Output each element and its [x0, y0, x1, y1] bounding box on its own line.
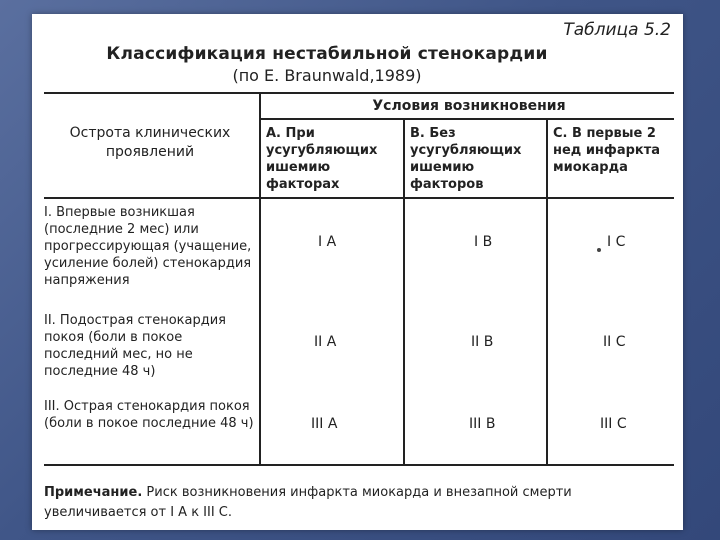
row-3-col-a: III A — [311, 416, 338, 432]
row-1-col-b: I B — [474, 234, 493, 250]
table-number: Таблица 5.2 — [563, 20, 671, 40]
ink-dot — [597, 248, 601, 252]
row-1-col-c: I C — [607, 234, 626, 250]
col-divider-ab — [403, 118, 405, 465]
header-conditions: Условия возникновения — [372, 98, 566, 114]
table-title: Классификация нестабильной стенокардии — [106, 44, 548, 64]
row-3-col-b: III B — [469, 416, 496, 432]
document-page — [32, 14, 683, 530]
row-2-col-a: II A — [314, 334, 337, 350]
header-col-a: А. При усугубляющих ишемию факторах — [266, 126, 378, 192]
row-2-col-b: II B — [471, 334, 494, 350]
row-1-col-a: I A — [318, 234, 337, 250]
row-1-description: I. Впервые возникшая (последние 2 мес) или прогрессирующая (учащение, усиление болей) стенокардия напряжения — [44, 205, 252, 288]
col-divider-bc — [546, 118, 548, 465]
row-2-col-c: II C — [603, 334, 626, 350]
header-col-b: В. Без усугубляющих ишемию факторов — [410, 126, 522, 192]
row-3-description: III. Острая стенокардия покоя (боли в покое последние 48 ч) — [44, 399, 254, 431]
rule-header-bottom — [44, 197, 674, 199]
table-note — [44, 483, 674, 523]
rule-top — [44, 92, 674, 94]
row-3-col-c: III C — [600, 416, 627, 432]
table-subtitle: (по E. Braunwald,1989) — [232, 66, 422, 85]
rule-conditions — [260, 118, 674, 120]
header-col-c: С. В первые 2 нед инфаркта миокарда — [553, 126, 661, 175]
note-label: Примечание. — [44, 485, 143, 500]
header-severity: Острота клинических проявлений — [69, 125, 231, 160]
col-divider-left — [259, 92, 261, 465]
row-2-description: II. Подострая стенокардия покоя (боли в покое последний мес, но не последние 48 ч) — [44, 313, 226, 379]
note-text: Риск возникновения инфаркта миокарда и внезапной смерти увеличивается от I А к III С. — [44, 485, 572, 520]
rule-bottom — [44, 464, 674, 466]
